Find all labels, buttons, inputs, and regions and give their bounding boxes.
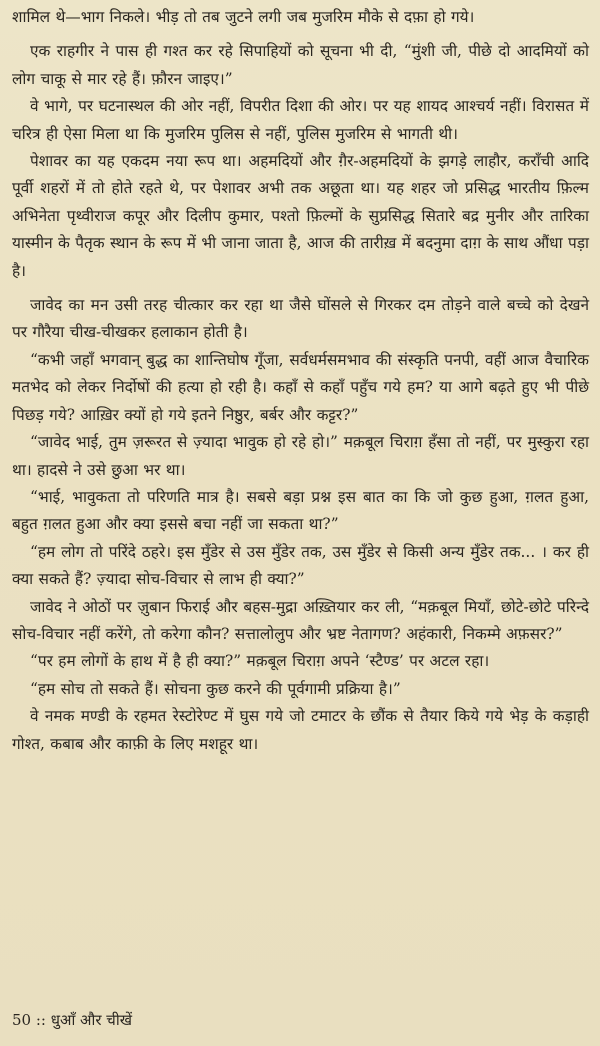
paragraph-2: एक राहगीर ने पास ही गश्त कर रहे सिपाहियों को सूचना भी दी, “मुंशी जी, पीछे दो आदमियों को लोग चाकू से मार रहे हैं। फ़ौरन जाइए।” (12, 42, 589, 88)
page-body-text (12, 4, 589, 758)
paragraph-11: “पर हम लोगों के हाथ में है ही क्या?” मक़बूल चिराग़ अपने ‘स्टैण्ड’ पर अटल रहा। (30, 652, 490, 671)
paragraph-9: “हम लोग तो परिंदे ठहरे। इस मुँडेर से उस मुँडेर तक, उस मुँडेर से किसी अन्य मुँडेर तक... । कर ही क्या सकते हैं? ज़्यादा सोच-विचार से लाभ ही क्या?” (12, 542, 589, 589)
paragraph-12: “हम सोच तो सकते हैं। सोचना कुछ करने की पूर्वगामी प्रक्रिया है।” (30, 679, 401, 698)
paragraph-5: जावेद का मन उसी तरह चीत्कार कर रहा था जैसे घोंसले से गिरकर दम तोड़ने वाले बच्चे को देखने पर गौरैया चीख-चीखकर हलाकान होती है। (12, 296, 589, 342)
page-footer: 50 :: धुआँ और चीखें (12, 1011, 132, 1029)
paragraph-8: “भाई, भावुकता तो परिणति मात्र है। सबसे बड़ा प्रश्न इस बात का कि जो कुछ हुआ, ग़लत हुआ, बहुत ग़लत हुआ और क्या इससे बचा नहीं जा सकता था?” (12, 487, 589, 534)
paragraph-7: “जावेद भाई, तुम ज़रूरत से ज़्यादा भावुक हो रहे हो।” मक़बूल चिराग़ हँसा तो नहीं, पर मुस्कुरा रहा था। हादसे ने उसे छुआ भर था। (12, 433, 589, 479)
paragraph-6: “कभी जहाँ भगवान् बुद्ध का शान्तिघोष गूँजा, सर्वधर्मसमभाव की संस्कृति पनपी, वहीं आज वैचारिक मतभेद को लेकर निर्दोषों की हत्या हो रही है। कहाँ से कहाँ पहुँच गये हम? या आगे बढ़ते हुए भी पीछे पिछड़ गये? आख़िर क्यों हो गये इतने निष्ठुर, बर्बर और कट्टर?” (12, 350, 589, 424)
paragraph-3: वे भागे, पर घटनास्थल की ओर नहीं, विपरीत दिशा की ओर। पर यह शायद आश्चर्य नहीं। विरासत में चरित्र ही ऐसा मिला था कि मुजरिम पुलिस से नहीं, पुलिस मुजरिम से भागती थी। (12, 97, 589, 143)
paragraph-4: पेशावर का यह एकदम नया रूप था। अहमदियों और ग़ैर-अहमदियों के झगड़े लाहौर, कराँची आदि पूर्वी शहरों में तो होते रहते थे, पर पेशावर अभी तक अछूता था। यह शहर जो प्रसिद्ध भारतीय फ़िल्म अभिनेता पृथ्वीराज कपूर और दिलीप कुमार, पश्तो फ़िल्मों के सुप्रसिद्ध सितारे बद्र मुनीर और तारिका यास्मीन के पैतृक स्थान के रूप में भी जाना जाता है, आज की तारीख़ में बदनुमा दाग़ के साथ औंधा पड़ा है। (12, 152, 589, 280)
paragraph-10: जावेद ने ओठों पर ज़ुबान फिराई और बहस-मुद्रा अख़्तियार कर ली, “मक़बूल मियाँ, छोटे-छोटे परिन्दे सोच-विचार नहीं करेंगे, तो करेगा कौन? सत्तालोलुप और भ्रष्ट नेतागण? अहंकारी, निकम्मे अफ़सर?” (12, 597, 589, 643)
paragraph-13: वे नमक मण्डी के रहमत रेस्टोरेण्ट में घुस गये जो टमाटर के छौंक से तैयार किये गये भेड़ के कड़ाही गोश्त, कबाब और काफ़ी के लिए मशहूर था। (12, 707, 589, 753)
paragraph-1: शामिल थे—भाग निकले। भीड़ तो तब जुटने लगी जब मुजरिम मौके से दफ़ा हो गये। (12, 8, 475, 26)
